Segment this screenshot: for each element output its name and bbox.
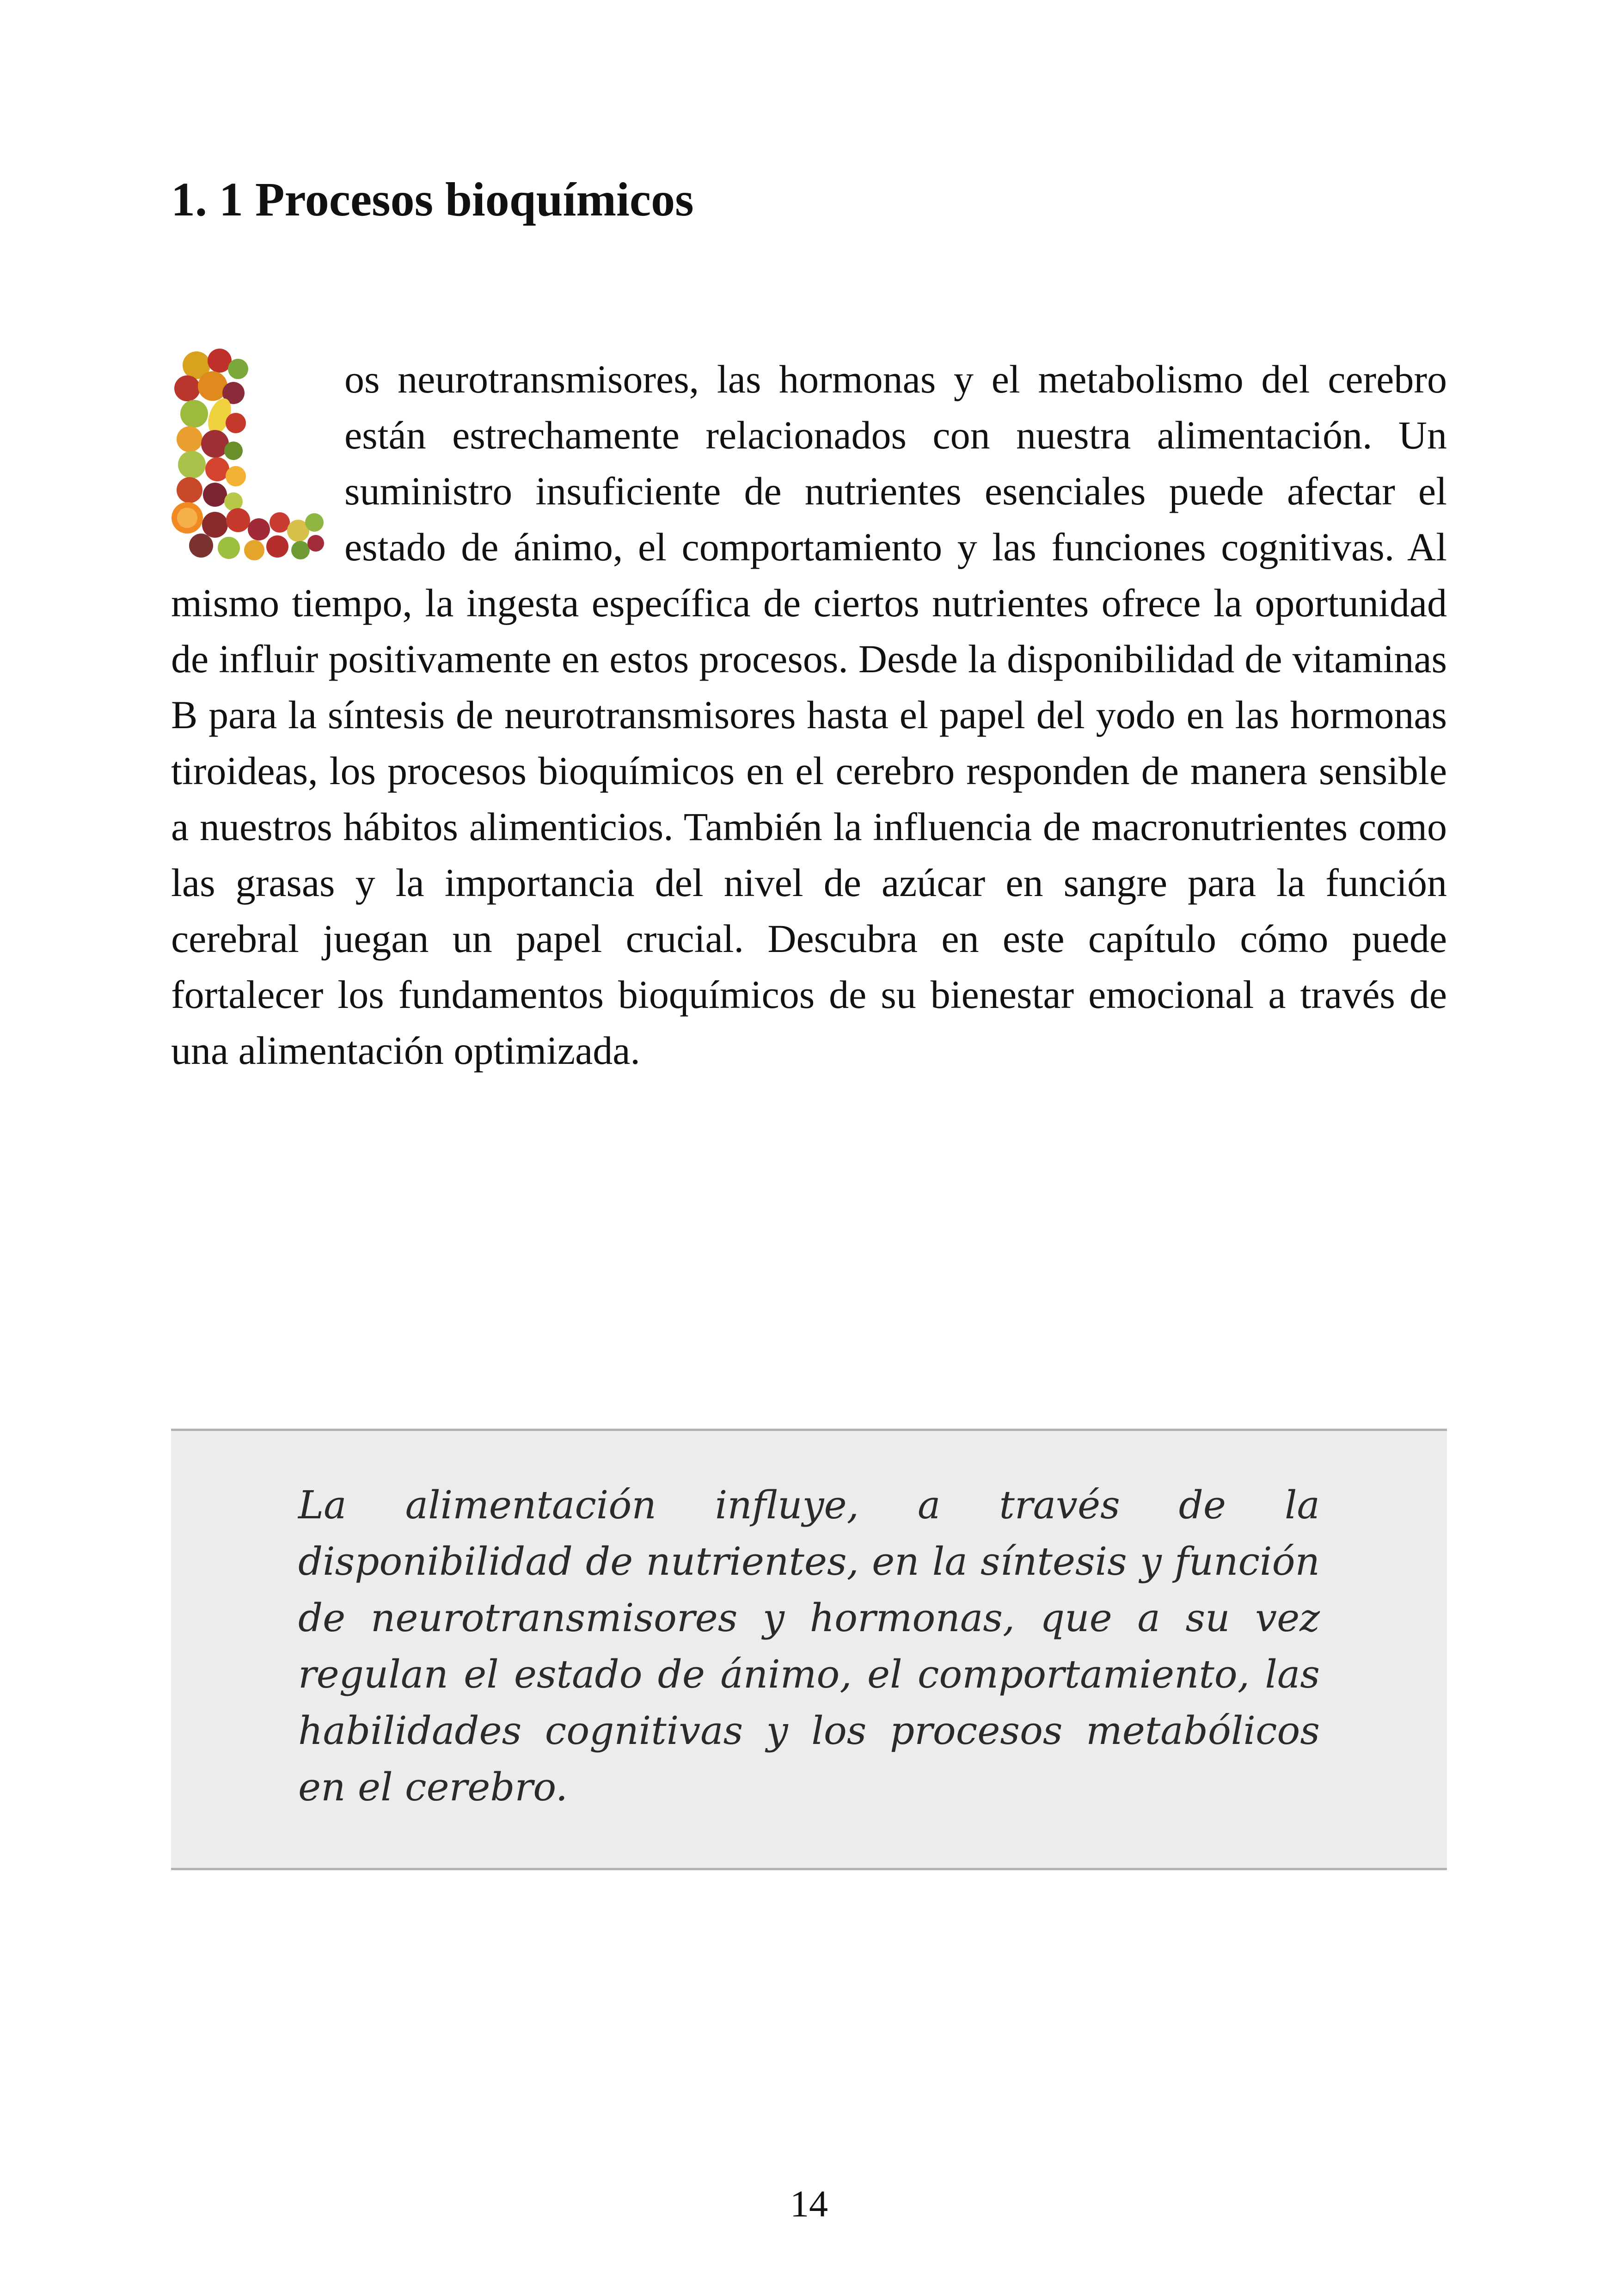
dropcap-spacer — [171, 351, 344, 575]
callout-text: La alimentación influye, a través de la disponibilidad de nutrientes, en la síntesis y función de neurotransmisores y hormonas, que a su vez regulan el estado de ánimo, el comportamiento, las habilidades cognitivas y los procesos metabólicos en el cerebro. — [298, 1483, 1320, 1810]
page-number: 14 — [790, 2183, 828, 2225]
body-text: os neurotransmisores, las hormonas y el metabolismo del cerebro están estrechamente relacionados con nuestra alimentación. Un suministro insuficiente de nutrientes esenciales puede afectar el estado de ánimo, el comportamiento y las funciones cognitivas. Al mismo tiempo, la ingesta específica de ciertos nutrientes ofrece la oportunidad de influir positivamente en estos procesos. Desde la disponibilidad de vitaminas B para la síntesis de neurotransmisores hasta el papel del yodo en las hormonas tiroideas, los procesos bioquímicos en el cerebro responden de manera sensible a nuestros hábitos alimenticios. También la influencia de macronutrientes como las grasas y la importancia del nivel de azúcar en sangre para la función cerebral juegan un papel crucial. Descubra en este capítulo cómo puede fortalecer los fundamentos bioquímicos de su bienestar emocional a través de una alimentación optimizada. — [171, 357, 1447, 1073]
callout-box — [171, 1429, 1447, 1870]
section-heading: 1. 1 Procesos bioquímicos — [171, 173, 694, 226]
body-paragraph — [171, 351, 1447, 1079]
